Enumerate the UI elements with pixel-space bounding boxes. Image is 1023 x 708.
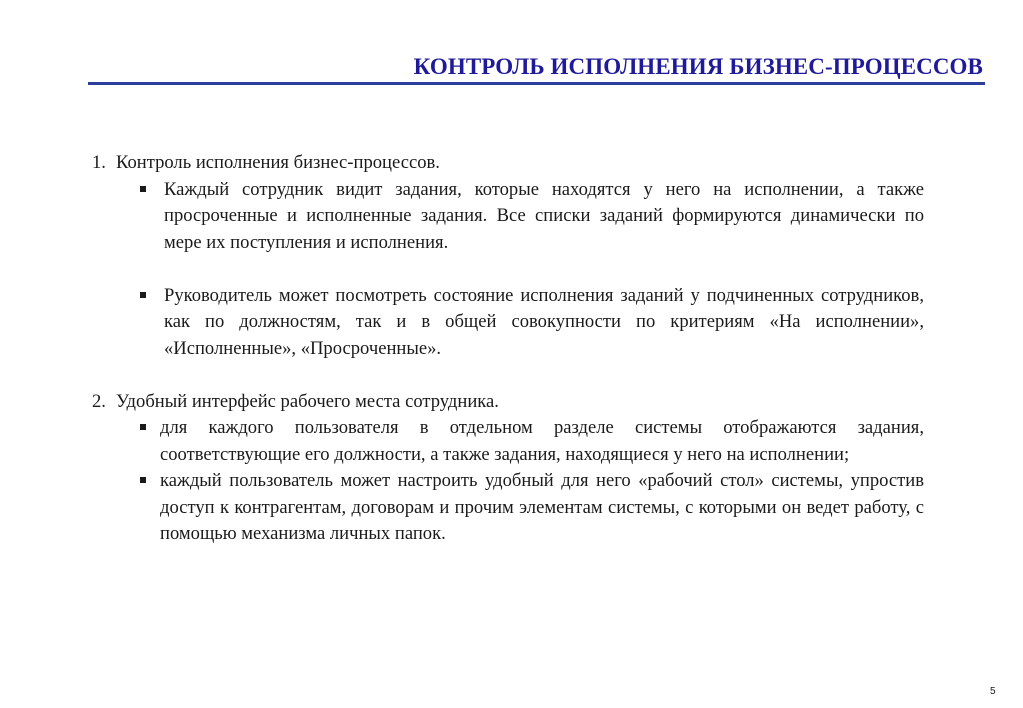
square-bullet-icon <box>140 283 164 310</box>
section-heading-text: Удобный интерфейс рабочего места сотрудника. <box>116 390 499 412</box>
section-heading <box>92 150 924 177</box>
list-item <box>92 468 924 548</box>
list-item-text: для каждого пользователя в отдельном разделе системы отображаются задания, соответствующие его должности, а также задания, находящиеся у него на исполнении; <box>160 417 924 465</box>
section-2 <box>92 389 924 548</box>
section-heading <box>92 389 924 416</box>
list-item <box>92 283 924 363</box>
list-item-text: Руководитель может посмотреть состояние исполнения заданий у подчиненных сотрудников, как по должностям, так и в общей совокупности по критериям «На исполнении», «Исполненные», «Просроченные». <box>164 284 924 359</box>
slide-title: КОНТРОЛЬ ИСПОЛНЕНИЯ БИЗНЕС-ПРОЦЕССОВ <box>413 54 983 79</box>
section-number: 2. <box>92 390 106 412</box>
list-item-text: каждый пользователь может настроить удобный для него «рабочий стол» системы, упростив доступ к контрагентам, договорам и прочим элементам системы, с которыми он ведет работу, с помощью механизма личных папок. <box>160 470 924 544</box>
section-1 <box>92 150 924 362</box>
page-number: 5 <box>990 686 996 697</box>
section-heading-text: Контроль исполнения бизнес-процессов. <box>116 152 440 173</box>
slide-content <box>92 150 924 548</box>
list-item <box>92 177 924 257</box>
square-bullet-icon <box>140 415 160 442</box>
list-item-text: Каждый сотрудник видит задания, которые находятся у него на исполнении, а также просроченные и исполненные задания. Все списки заданий формируются динамически по мере их поступления и исполнения. <box>164 178 924 253</box>
section-number: 1. <box>92 152 106 173</box>
spacer <box>92 256 924 283</box>
spacer <box>92 362 924 389</box>
square-bullet-icon <box>140 468 160 495</box>
square-bullet-icon <box>140 177 164 204</box>
list-item <box>92 415 924 468</box>
title-underline <box>88 82 985 85</box>
